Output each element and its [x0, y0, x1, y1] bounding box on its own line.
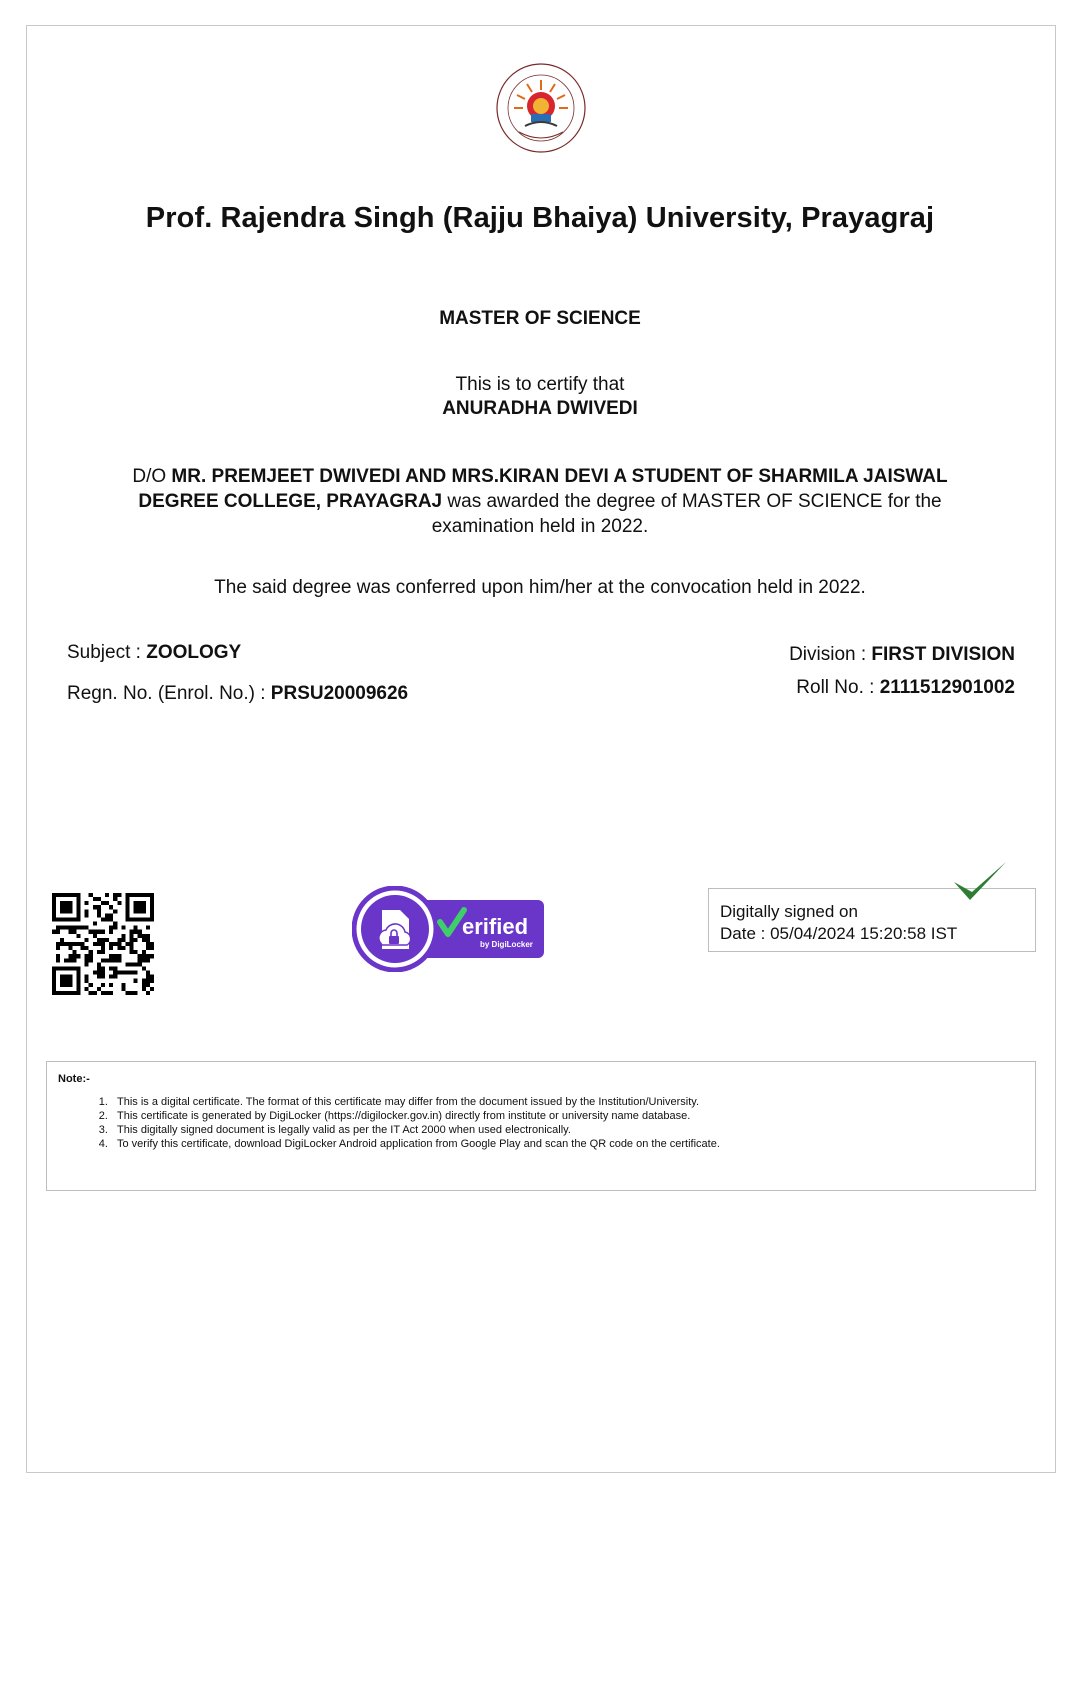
subject-field	[67, 642, 241, 664]
division-field	[760, 642, 1015, 668]
verified-digilocker-badge	[352, 886, 548, 972]
note-item: 4. To verify this certificate, download DigiLocker Android application from Google Play and scan the QR code on the certificate.	[111, 1137, 720, 1151]
student-name: ANURADHA DWIVEDI	[442, 398, 638, 419]
verified-subtext: by DigiLocker	[480, 940, 533, 949]
awarded-text: was awarded the degree of MASTER OF SCIENCE for the examination held in 2022.	[431, 491, 942, 537]
roll-value: 2111512901002	[879, 677, 1015, 698]
convocation-text: The said degree was conferred upon him/her at the convocation held in 2022.	[214, 577, 866, 598]
roll-field	[700, 677, 1015, 699]
division-label: Division :	[789, 644, 872, 665]
note-item: 2. This certificate is generated by DigiLocker (https://digilocker.gov.in) directly from institute or university name database.	[111, 1109, 720, 1123]
parents-and-college: MR. PREMJEET DWIVEDI AND MRS.KIRAN DEVI A STUDENT OF SHARMILA JAISWAL DEGREE COLLEGE, PRAYAGRAJ	[138, 466, 948, 512]
division-value: FIRST DIVISION	[871, 644, 1015, 665]
university-seal-icon	[495, 62, 587, 154]
note-item: 1. This is a digital certificate. The format of this certificate may differ from the document issued by the Institution/University.	[111, 1095, 720, 1109]
subject-value: ZOOLOGY	[146, 642, 242, 663]
body-prefix: D/O	[132, 466, 172, 487]
note-list	[99, 1095, 720, 1151]
subject-label: Subject :	[67, 642, 147, 663]
regn-value: PRSU20009626	[270, 683, 409, 704]
note-item: 3. This digitally signed document is legally valid as per the IT Act 2000 when used electronically.	[111, 1123, 720, 1137]
note-box	[46, 1061, 1036, 1191]
roll-label: Roll No. :	[796, 677, 880, 698]
green-checkmark-icon	[950, 858, 1010, 906]
verified-text: erified	[462, 914, 529, 939]
certify-line: This is to certify that	[455, 374, 625, 395]
qr-code-icon[interactable]	[52, 893, 154, 995]
regn-field	[67, 683, 408, 705]
university-name: Prof. Rajendra Singh (Rajju Bhaiya) University, Prayagraj	[145, 202, 935, 234]
certificate-body	[95, 464, 985, 539]
signature-date: Date : 05/04/2024 15:20:58 IST	[720, 924, 958, 943]
certificate-frame	[26, 25, 1056, 1473]
note-title: Note:-	[58, 1073, 90, 1085]
signature-line1: Digitally signed on	[720, 902, 858, 921]
degree-title: MASTER OF SCIENCE	[439, 308, 641, 329]
regn-label: Regn. No. (Enrol. No.) :	[67, 683, 271, 704]
